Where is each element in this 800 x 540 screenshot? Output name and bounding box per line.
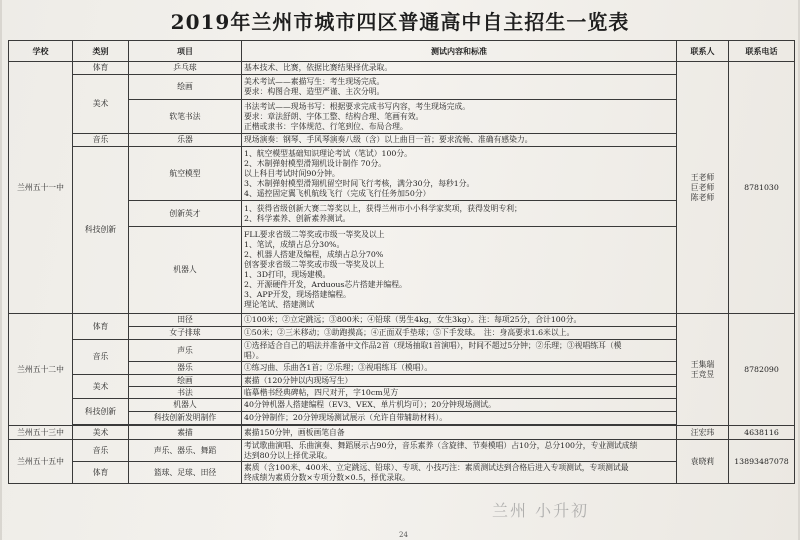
- detail-cell: [242, 340, 677, 362]
- detail-cell: [242, 100, 677, 134]
- detail-cell: [242, 375, 677, 387]
- text-line: 基本技术、比赛，依据比赛结果择优录取。: [244, 63, 393, 72]
- table-row: [9, 426, 795, 440]
- text-line: 40分钟制作；20分钟现场测试展示（允许自带辅助材料）。: [244, 413, 448, 422]
- text-line: 要求：章法舒朗、字体工整、结构合理、笔画有效。: [244, 111, 424, 121]
- item-cell: 素描: [129, 426, 242, 440]
- contact-cell: 袁晓莉: [677, 440, 729, 484]
- text-line: 以上科目考试时间90分钟。: [244, 168, 340, 178]
- item-cell: 机器人: [129, 399, 242, 412]
- text-line: ①选择适合自己的唱法并准备中文作品2首（现场抽取1首演唱），时间不超过5分钟；②乐理；③视唱练耳（模: [244, 340, 622, 350]
- text-line: 王老师: [690, 172, 715, 182]
- text-line: 要求：构图合理、造型严谨、主次分明。: [244, 87, 385, 96]
- text-line: 2、机器人搭建及编程，成绩占总分70%: [244, 250, 384, 259]
- watermark-logo: 兰州 小升初: [492, 501, 590, 520]
- category-cell: 音乐: [73, 340, 129, 375]
- text-line: 王竞昱: [690, 369, 715, 379]
- header-content: 测试内容和标准: [242, 41, 677, 62]
- item-cell: 软笔书法: [129, 100, 242, 134]
- detail-cell: [242, 462, 677, 484]
- school-name: 兰州五十一中: [9, 62, 73, 314]
- category-cell: 音乐: [73, 440, 129, 462]
- detail-cell: [242, 327, 677, 340]
- detail-cell: [242, 387, 677, 399]
- text-line: ①练习曲、乐曲各1首；②乐理；③视唱练耳（模唱）。: [244, 363, 433, 372]
- table-row: [9, 440, 795, 462]
- text-line: 正楷或隶书：字体规范、行笔到位、布局合理。: [244, 121, 408, 131]
- item-cell: 航空模型: [129, 147, 242, 201]
- text-line: 2、木制弹射模型滑翔机设计制作 70分。: [244, 158, 387, 168]
- contact-cell: 汪宏玮: [677, 426, 729, 440]
- detail-cell: [242, 227, 677, 314]
- text-line: 理论笔试、搭建测试: [244, 300, 315, 309]
- text-line: 达到80分以上择优录取。: [244, 450, 332, 460]
- text-line: 终成绩为素质分数×专项分数×0.5，择优录取。: [244, 472, 410, 482]
- text-line: 素质（含100米、400米、立定跳远、铅球）、专项、小技巧注：素质测试达到合格后进入专项测试，专项测试最: [244, 462, 629, 472]
- category-cell: 美术: [73, 375, 129, 399]
- document-title: 2019年兰州市城市四区普通高中自主招生一览表: [170, 10, 630, 34]
- item-cell: 绘画: [129, 375, 242, 387]
- document-page: [2, 0, 798, 540]
- text-line: 4、遥控固定翼飞机航线飞行（完成飞行任务加50分）: [244, 188, 431, 198]
- item-cell: 女子排球: [129, 327, 242, 340]
- item-cell: 创新英才: [129, 201, 242, 227]
- category-cell: 美术: [73, 426, 129, 440]
- item-cell: 机器人: [129, 227, 242, 314]
- text-line: 唱）。: [244, 350, 264, 360]
- header-school: 学校: [9, 41, 73, 62]
- text-line: 3、木制弹射模型滑翔机留空时间飞行考核，满分30分，每秒1分。: [244, 178, 475, 188]
- text-line: ①100米；②立定跳远；③800米；④铅球（男生4kg，女生3kg）。注：每项25分，合计100分。: [244, 315, 582, 324]
- category-cell: 科技创新: [73, 147, 129, 314]
- text-line: 40分钟机器人搭建编程（EV3、VEX、单片机均可）；20分钟现场测试。: [244, 400, 496, 409]
- category-cell: 美术: [73, 75, 129, 134]
- category-cell: 音乐: [73, 134, 129, 147]
- header-phone: 联系电话: [729, 41, 795, 62]
- category-cell: 科技创新: [73, 399, 129, 425]
- text-line: 现场演奏：钢琴、手风琴演奏八级（含）以上曲目一首；要求流畅、准确有感染力。: [244, 135, 533, 144]
- header-item: 项目: [129, 41, 242, 62]
- detail-cell: [242, 426, 677, 440]
- table-row: [9, 62, 795, 75]
- table-row: [9, 314, 795, 327]
- category-cell: 体育: [73, 62, 129, 75]
- item-cell: 乒乓球: [129, 62, 242, 75]
- category-cell: 体育: [73, 314, 129, 340]
- detail-cell: [242, 134, 677, 147]
- text-line: 3、APP开发，现场搭建编程。: [244, 290, 351, 299]
- detail-cell: [242, 75, 677, 100]
- text-line: 临摹楷书经典碑帖，四尺对开，字10cm见方: [244, 387, 399, 397]
- category-cell: 体育: [73, 462, 129, 484]
- text-line: 1、获得省级创新大赛二等奖以上，获得兰州市小小科学家奖项，获得发明专利；: [244, 203, 522, 213]
- detail-cell: [242, 440, 677, 462]
- phone-cell: 4638116: [729, 426, 795, 440]
- text-line: 素描150分钟，画板画笔自备: [244, 427, 345, 437]
- contact-cell: [677, 314, 729, 426]
- phone-cell: 8781030: [729, 62, 795, 314]
- contact-cell: [677, 62, 729, 314]
- header-category: 类别: [73, 41, 129, 62]
- detail-cell: [242, 362, 677, 375]
- text-line: 1、3D打印，现场建模。: [244, 270, 331, 279]
- text-line: 2、开源硬件开发，Arduous芯片搭建并编程。: [244, 280, 407, 289]
- detail-cell: [242, 314, 677, 327]
- text-line: 王集瑞: [690, 359, 715, 369]
- text-line: 2、科学素养、创新素养测试。: [244, 213, 351, 223]
- text-line: 美术考试——素描写生：考生现场完成。: [244, 77, 385, 86]
- text-line: 书法考试——现场书写：根据要求完成书写内容，考生现场完成。: [244, 101, 471, 111]
- school-name: 兰州五十五中: [9, 440, 73, 484]
- item-cell: 声乐: [129, 340, 242, 362]
- detail-cell: [242, 412, 677, 425]
- item-cell: 绘画: [129, 75, 242, 100]
- item-cell: 篮球、足球、田径: [129, 462, 242, 484]
- detail-cell: [242, 399, 677, 412]
- text-line: 创客要求省级二等奖或市级一等奖及以上: [244, 260, 385, 269]
- item-cell: 书法: [129, 387, 242, 399]
- school-name: 兰州五十二中: [9, 314, 73, 426]
- table-header-row: [9, 41, 795, 62]
- detail-cell: [242, 62, 677, 75]
- detail-cell: [242, 201, 677, 227]
- phone-cell: 13893487078: [729, 440, 795, 484]
- detail-cell: [242, 147, 677, 201]
- item-cell: 器乐: [129, 362, 242, 375]
- school-name: 兰州五十三中: [9, 426, 73, 440]
- text-line: 巨老师: [690, 182, 715, 192]
- text-line: 1、笔试，成绩占总分30%。: [244, 240, 345, 249]
- admission-table: [8, 40, 795, 484]
- page-number: 24: [399, 531, 408, 539]
- text-line: 1、航空模型基础知识理论考试（笔试）100分。: [244, 148, 412, 158]
- text-line: 素描（120分钟以内现场写生）: [244, 375, 353, 385]
- text-line: 陈老师: [690, 192, 715, 202]
- text-line: ①50米；②三米移动；③助跑摸高；④正面双手垫球；⑤下手发球。 注：身高要求1.6米以上。: [244, 328, 575, 337]
- text-line: FLL要求省级二等奖或市级一等奖及以上: [244, 230, 385, 239]
- text-line: 考试歌曲演唱、乐曲演奏、舞蹈展示占90分，音乐素养（含旋律、节奏模唱）占10分，总分100分，专业测试成绩: [244, 440, 638, 450]
- header-contact: 联系人: [677, 41, 729, 62]
- item-cell: 科技创新发明制作: [129, 412, 242, 425]
- item-cell: 声乐、器乐、舞蹈: [129, 440, 242, 462]
- item-cell: 田径: [129, 314, 242, 327]
- item-cell: 乐器: [129, 134, 242, 147]
- phone-cell: 8782090: [729, 314, 795, 426]
